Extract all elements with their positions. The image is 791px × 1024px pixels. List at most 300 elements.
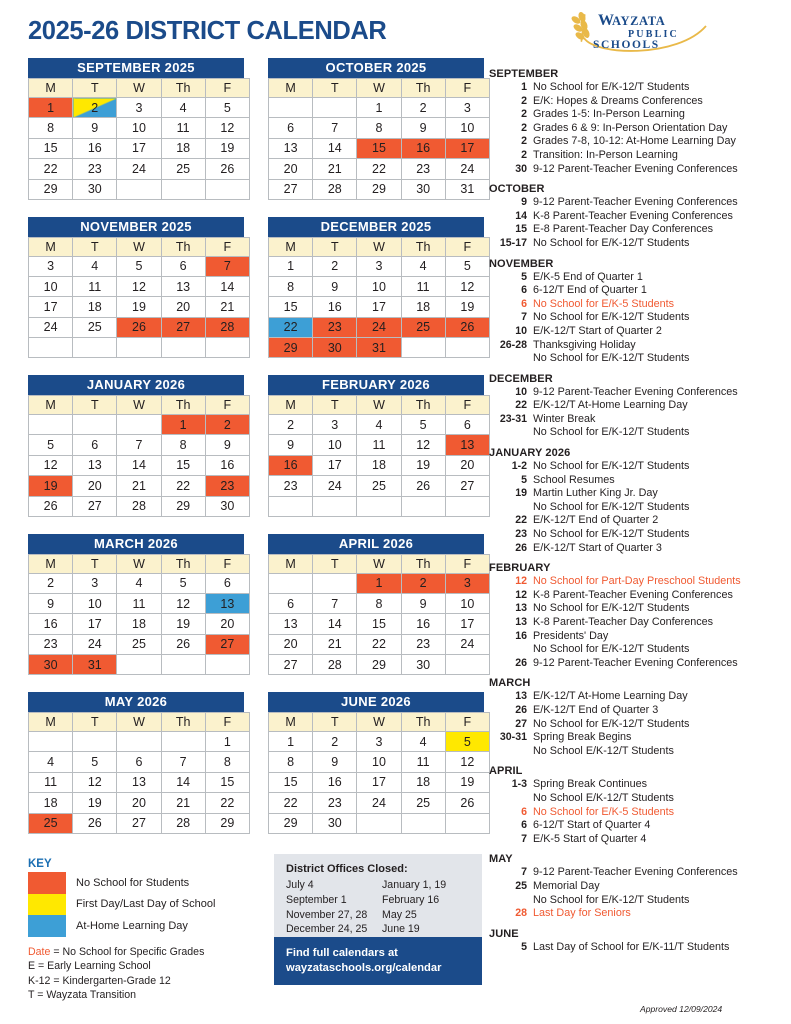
district-offices-title: District Offices Closed:	[286, 863, 408, 875]
day-cell[interactable]: 30	[313, 813, 357, 833]
day-cell[interactable]: 13	[445, 435, 489, 455]
day-cell[interactable]: 25	[357, 476, 401, 496]
event-description: Grades 7-8, 10-12: At-Home Learning Day	[533, 135, 736, 148]
day-cell[interactable]: 13	[269, 138, 313, 158]
day-cell[interactable]: 6	[117, 752, 161, 772]
day-cell[interactable]: 29	[269, 813, 313, 833]
event-date: 30	[515, 162, 527, 175]
day-cell[interactable]: 7	[313, 593, 357, 613]
day-cell[interactable]: 4	[401, 256, 445, 276]
day-cell[interactable]: 10	[357, 276, 401, 296]
week-row	[29, 317, 250, 337]
event-month-heading: JANUARY 2026	[489, 447, 571, 460]
day-cell[interactable]: 7	[117, 435, 161, 455]
event-date: 12	[515, 588, 527, 601]
day-cell[interactable]: 10	[445, 593, 489, 613]
day-cell[interactable]: 12	[445, 276, 489, 296]
event-description: Last Day of School for E/K-11/T Students	[533, 940, 730, 953]
day-cell-empty	[161, 338, 205, 358]
day-cell[interactable]: 8	[29, 118, 73, 138]
day-cell[interactable]: 14	[313, 614, 357, 634]
month-title: DECEMBER 2025	[268, 217, 484, 237]
day-cell[interactable]: 2	[401, 573, 445, 593]
day-cell[interactable]: 25	[73, 317, 117, 337]
day-cell[interactable]: 16	[401, 138, 445, 158]
day-cell[interactable]: 5	[401, 415, 445, 435]
event-row	[489, 657, 787, 671]
week-row	[29, 256, 250, 276]
day-cell[interactable]: 17	[313, 455, 357, 475]
event-description: Presidents' Day	[533, 629, 609, 642]
day-cell-empty	[73, 338, 117, 358]
day-cell-empty	[205, 179, 249, 199]
day-cell[interactable]: 4	[357, 415, 401, 435]
day-cell[interactable]: 26	[161, 634, 205, 654]
day-cell[interactable]: 11	[73, 276, 117, 296]
day-cell[interactable]: 4	[73, 256, 117, 276]
day-cell[interactable]: 9	[313, 752, 357, 772]
event-date: 1	[521, 81, 527, 93]
day-cell[interactable]: 10	[445, 118, 489, 138]
day-cell[interactable]: 23	[29, 634, 73, 654]
day-cell[interactable]: 23	[313, 317, 357, 337]
day-cell[interactable]: 18	[161, 138, 205, 158]
day-cell[interactable]: 15	[357, 614, 401, 634]
event-description: No School E/K-12/T Students	[533, 791, 674, 804]
week-row	[269, 752, 490, 772]
day-cell[interactable]: 12	[117, 276, 161, 296]
week-row	[29, 276, 250, 296]
day-cell[interactable]: 27	[161, 317, 205, 337]
day-cell[interactable]: 6	[269, 118, 313, 138]
week-row	[269, 276, 490, 296]
day-cell[interactable]: 19	[161, 614, 205, 634]
event-date: 25	[515, 879, 527, 892]
day-cell[interactable]: 27	[205, 634, 249, 654]
day-cell[interactable]: 13	[161, 276, 205, 296]
day-cell[interactable]: 18	[401, 772, 445, 792]
day-cell[interactable]: 6	[445, 415, 489, 435]
event-date: 2	[521, 148, 527, 161]
day-cell[interactable]: 12	[445, 752, 489, 772]
day-cell[interactable]: 28	[205, 317, 249, 337]
day-cell[interactable]: 2	[269, 415, 313, 435]
day-cell[interactable]: 3	[445, 98, 489, 118]
event-description: No School for E/K-12/T Students	[533, 643, 690, 656]
day-cell[interactable]: 30	[313, 338, 357, 358]
day-cell[interactable]: 20	[73, 476, 117, 496]
day-cell[interactable]: 24	[357, 317, 401, 337]
day-cell-empty	[29, 415, 73, 435]
day-cell[interactable]: 19	[205, 138, 249, 158]
svg-text:W: W	[598, 12, 615, 29]
day-cell[interactable]: 23	[313, 793, 357, 813]
event-date: 10	[515, 385, 527, 398]
event-row	[489, 575, 787, 589]
day-cell[interactable]: 2	[73, 98, 117, 118]
day-cell[interactable]: 3	[73, 573, 117, 593]
day-cell[interactable]: 27	[73, 496, 117, 516]
event-date: 2	[521, 135, 527, 148]
day-cell[interactable]: 18	[73, 297, 117, 317]
office-closure-left: September 1	[286, 893, 347, 906]
day-cell[interactable]: 3	[357, 732, 401, 752]
day-cell[interactable]: 17	[117, 138, 161, 158]
day-cell[interactable]: 23	[401, 634, 445, 654]
weekday-header: F	[445, 554, 489, 573]
day-cell[interactable]: 20	[445, 455, 489, 475]
day-cell[interactable]: 7	[161, 752, 205, 772]
day-cell[interactable]: 15	[205, 772, 249, 792]
day-cell[interactable]: 3	[357, 256, 401, 276]
day-cell[interactable]: 16	[73, 138, 117, 158]
event-month-heading: MAY	[489, 853, 513, 866]
day-cell[interactable]: 2	[205, 415, 249, 435]
day-cell[interactable]: 8	[357, 118, 401, 138]
day-cell[interactable]: 17	[445, 138, 489, 158]
day-cell[interactable]: 23	[401, 159, 445, 179]
day-cell[interactable]: 20	[269, 159, 313, 179]
day-cell[interactable]: 7	[205, 256, 249, 276]
week-row	[29, 732, 250, 752]
day-cell[interactable]: 10	[313, 435, 357, 455]
event-month-heading: OCTOBER	[489, 183, 545, 196]
day-cell[interactable]: 24	[117, 159, 161, 179]
day-cell[interactable]: 24	[357, 793, 401, 813]
day-cell[interactable]: 15	[357, 138, 401, 158]
day-cell[interactable]: 20	[205, 614, 249, 634]
day-cell[interactable]: 3	[29, 256, 73, 276]
day-cell[interactable]: 31	[445, 179, 489, 199]
day-cell[interactable]: 15	[161, 455, 205, 475]
day-cell[interactable]: 25	[29, 813, 73, 833]
day-cell[interactable]: 22	[161, 476, 205, 496]
day-cell[interactable]: 8	[205, 752, 249, 772]
day-cell[interactable]: 19	[445, 297, 489, 317]
day-cell-empty	[117, 179, 161, 199]
day-cell[interactable]: 21	[161, 793, 205, 813]
week-row	[269, 593, 490, 613]
day-cell[interactable]: 12	[73, 772, 117, 792]
day-cell[interactable]: 3	[445, 573, 489, 593]
day-cell[interactable]: 11	[117, 593, 161, 613]
day-cell[interactable]: 26	[445, 317, 489, 337]
day-cell[interactable]: 9	[269, 435, 313, 455]
day-cell[interactable]: 5	[117, 256, 161, 276]
day-cell[interactable]: 17	[357, 772, 401, 792]
day-cell[interactable]: 26	[73, 813, 117, 833]
day-cell[interactable]: 24	[445, 159, 489, 179]
day-cell[interactable]: 29	[357, 179, 401, 199]
day-cell[interactable]: 22	[269, 317, 313, 337]
day-cell[interactable]: 16	[269, 455, 313, 475]
month-calendar	[28, 692, 244, 834]
day-cell[interactable]: 8	[161, 435, 205, 455]
day-cell[interactable]: 22	[29, 159, 73, 179]
day-cell[interactable]: 15	[269, 297, 313, 317]
day-cell[interactable]: 30	[401, 179, 445, 199]
office-closure-left: November 27, 28	[286, 908, 368, 921]
day-cell[interactable]: 26	[445, 793, 489, 813]
event-description: 9-12 Parent-Teacher Evening Conferences	[533, 162, 738, 175]
day-cell[interactable]: 5	[73, 752, 117, 772]
day-cell[interactable]: 20	[161, 297, 205, 317]
day-cell[interactable]: 25	[401, 793, 445, 813]
event-row	[489, 474, 787, 488]
day-cell[interactable]: 22	[269, 793, 313, 813]
day-cell[interactable]: 14	[205, 276, 249, 296]
day-cell[interactable]: 19	[401, 455, 445, 475]
event-description: Last Day for Seniors	[533, 907, 631, 920]
day-cell[interactable]: 9	[205, 435, 249, 455]
day-cell[interactable]: 6	[73, 435, 117, 455]
day-cell[interactable]: 16	[29, 614, 73, 634]
day-cell[interactable]: 30	[29, 655, 73, 675]
day-cell[interactable]: 3	[313, 415, 357, 435]
day-cell[interactable]: 12	[161, 593, 205, 613]
day-cell[interactable]: 21	[117, 476, 161, 496]
day-cell[interactable]: 30	[401, 655, 445, 675]
day-cell-empty	[73, 732, 117, 752]
day-cell[interactable]: 25	[161, 159, 205, 179]
day-cell[interactable]: 31	[73, 655, 117, 675]
day-cell[interactable]: 20	[117, 793, 161, 813]
day-cell[interactable]: 21	[313, 634, 357, 654]
weekday-header: Th	[401, 396, 445, 415]
event-description: Martin Luther King Jr. Day	[533, 487, 658, 500]
day-cell[interactable]: 30	[205, 496, 249, 516]
event-description: No School for E/K-12/T Students	[533, 602, 690, 615]
legend-note-text: E = Early Learning School	[28, 960, 151, 972]
day-cell[interactable]: 9	[401, 593, 445, 613]
month-title: OCTOBER 2025	[268, 58, 484, 78]
day-cell[interactable]: 3	[117, 98, 161, 118]
event-description: 9-12 Parent-Teacher Evening Conferences	[533, 656, 738, 669]
day-cell[interactable]: 18	[357, 455, 401, 475]
day-cell[interactable]: 1	[29, 98, 73, 118]
day-cell[interactable]: 12	[205, 118, 249, 138]
day-cell[interactable]: 11	[401, 276, 445, 296]
day-cell[interactable]: 19	[445, 772, 489, 792]
week-row	[269, 772, 490, 792]
day-cell[interactable]: 6	[161, 256, 205, 276]
find-calendars-box[interactable]	[274, 937, 482, 985]
day-cell[interactable]: 16	[313, 297, 357, 317]
day-cell[interactable]: 29	[205, 813, 249, 833]
weekday-header: M	[29, 554, 73, 573]
day-cell[interactable]: 13	[117, 772, 161, 792]
event-row	[489, 271, 787, 285]
legend-note	[28, 959, 258, 974]
day-cell[interactable]: 5	[445, 732, 489, 752]
day-cell[interactable]: 9	[313, 276, 357, 296]
day-cell[interactable]: 5	[29, 435, 73, 455]
day-cell[interactable]: 27	[445, 476, 489, 496]
day-cell[interactable]: 28	[313, 655, 357, 675]
day-cell[interactable]: 28	[313, 179, 357, 199]
day-cell[interactable]: 4	[117, 573, 161, 593]
day-cell[interactable]: 27	[269, 655, 313, 675]
week-row	[29, 813, 250, 833]
day-cell[interactable]: 13	[269, 614, 313, 634]
day-cell[interactable]: 21	[205, 297, 249, 317]
day-cell[interactable]: 1	[269, 732, 313, 752]
day-cell[interactable]: 26	[205, 159, 249, 179]
day-cell[interactable]: 17	[73, 614, 117, 634]
day-cell[interactable]: 16	[401, 614, 445, 634]
day-cell[interactable]: 10	[357, 752, 401, 772]
day-cell[interactable]: 22	[357, 634, 401, 654]
day-cell[interactable]: 27	[117, 813, 161, 833]
day-cell[interactable]: 1	[269, 256, 313, 276]
office-closure-row	[286, 908, 470, 923]
day-cell[interactable]: 26	[401, 476, 445, 496]
weekday-header: W	[357, 237, 401, 256]
day-cell[interactable]: 7	[313, 118, 357, 138]
day-cell[interactable]: 22	[205, 793, 249, 813]
day-cell[interactable]: 2	[313, 732, 357, 752]
day-cell[interactable]: 1	[357, 98, 401, 118]
day-cell[interactable]: 10	[73, 593, 117, 613]
day-cell[interactable]: 6	[269, 593, 313, 613]
day-cell[interactable]: 14	[313, 138, 357, 158]
day-cell[interactable]: 5	[445, 256, 489, 276]
day-cell[interactable]: 5	[205, 98, 249, 118]
month-day-grid	[268, 78, 490, 200]
day-cell-empty	[357, 496, 401, 516]
day-cell[interactable]: 17	[29, 297, 73, 317]
day-cell[interactable]: 23	[205, 476, 249, 496]
day-cell[interactable]: 5	[161, 573, 205, 593]
day-cell[interactable]: 10	[29, 276, 73, 296]
day-cell[interactable]: 29	[161, 496, 205, 516]
day-cell[interactable]: 29	[29, 179, 73, 199]
day-cell[interactable]: 2	[401, 98, 445, 118]
day-cell[interactable]: 14	[161, 772, 205, 792]
month-title: APRIL 2026	[268, 534, 484, 554]
day-cell[interactable]: 29	[357, 655, 401, 675]
day-cell[interactable]: 11	[161, 118, 205, 138]
week-row	[269, 256, 490, 276]
day-cell[interactable]: 9	[29, 593, 73, 613]
page-title: 2025-26 DISTRICT CALENDAR	[28, 17, 387, 45]
day-cell[interactable]: 13	[73, 455, 117, 475]
day-cell[interactable]: 18	[29, 793, 73, 813]
event-month-heading: SEPTEMBER	[489, 68, 559, 80]
day-cell[interactable]: 27	[269, 179, 313, 199]
day-cell[interactable]: 28	[117, 496, 161, 516]
day-cell-empty	[357, 813, 401, 833]
day-cell[interactable]: 8	[269, 752, 313, 772]
day-cell-empty	[73, 415, 117, 435]
event-row	[489, 339, 787, 353]
find-calendars-url[interactable]: wayzataschools.org/calendar	[286, 961, 442, 974]
day-cell[interactable]: 28	[161, 813, 205, 833]
approved-date: Approved 12/09/2024	[640, 1004, 723, 1014]
day-cell[interactable]: 19	[117, 297, 161, 317]
event-date: 6	[521, 297, 527, 310]
day-cell[interactable]: 23	[73, 159, 117, 179]
event-row	[489, 163, 787, 177]
day-cell[interactable]: 11	[401, 752, 445, 772]
day-cell[interactable]: 10	[117, 118, 161, 138]
month-calendar	[28, 534, 244, 676]
weekday-header: W	[357, 79, 401, 98]
day-cell[interactable]: 1	[161, 415, 205, 435]
day-cell[interactable]: 18	[401, 297, 445, 317]
day-cell[interactable]: 4	[161, 98, 205, 118]
day-cell[interactable]: 2	[29, 573, 73, 593]
day-cell[interactable]: 11	[29, 772, 73, 792]
day-cell[interactable]: 20	[269, 634, 313, 654]
day-cell[interactable]: 24	[73, 634, 117, 654]
week-row	[269, 732, 490, 752]
day-cell[interactable]: 24	[29, 317, 73, 337]
office-closure-row	[286, 878, 470, 893]
day-cell[interactable]: 9	[401, 118, 445, 138]
day-cell[interactable]: 26	[117, 317, 161, 337]
day-cell[interactable]: 25	[117, 634, 161, 654]
day-cell[interactable]: 24	[445, 634, 489, 654]
day-cell[interactable]: 4	[401, 732, 445, 752]
day-cell[interactable]: 19	[29, 476, 73, 496]
day-cell[interactable]: 2	[313, 256, 357, 276]
day-cell[interactable]: 9	[73, 118, 117, 138]
day-cell[interactable]: 17	[357, 297, 401, 317]
day-cell[interactable]: 18	[117, 614, 161, 634]
day-cell[interactable]: 16	[205, 455, 249, 475]
day-cell[interactable]: 8	[357, 593, 401, 613]
day-cell[interactable]: 26	[29, 496, 73, 516]
event-row	[489, 589, 787, 603]
day-cell[interactable]: 16	[313, 772, 357, 792]
day-cell[interactable]: 15	[269, 772, 313, 792]
day-cell[interactable]: 8	[269, 276, 313, 296]
day-cell[interactable]: 4	[29, 752, 73, 772]
event-row	[489, 602, 787, 616]
day-cell[interactable]: 17	[445, 614, 489, 634]
day-cell[interactable]: 15	[29, 138, 73, 158]
day-cell[interactable]: 1	[357, 573, 401, 593]
day-cell[interactable]: 6	[205, 573, 249, 593]
day-cell[interactable]: 31	[357, 338, 401, 358]
day-cell[interactable]: 12	[401, 435, 445, 455]
event-date: 22	[515, 399, 527, 412]
day-cell[interactable]: 1	[205, 732, 249, 752]
day-cell[interactable]: 14	[117, 455, 161, 475]
day-cell[interactable]: 25	[401, 317, 445, 337]
day-cell[interactable]: 13	[205, 593, 249, 613]
day-cell[interactable]: 21	[313, 159, 357, 179]
office-closure-right: February 16	[382, 893, 440, 906]
day-cell[interactable]: 11	[357, 435, 401, 455]
day-cell[interactable]: 23	[269, 476, 313, 496]
event-description: No School for E/K-12/T Students	[533, 528, 690, 541]
day-cell[interactable]: 30	[73, 179, 117, 199]
day-cell[interactable]: 22	[357, 159, 401, 179]
event-date: 12	[515, 575, 527, 588]
day-cell[interactable]: 12	[29, 455, 73, 475]
day-cell-empty	[313, 573, 357, 593]
district-offices-rows	[286, 878, 470, 937]
event-description: Spring Break Continues	[533, 778, 648, 791]
day-cell-empty	[29, 338, 73, 358]
legend-row	[28, 915, 258, 937]
event-date: 7	[521, 832, 527, 845]
day-cell[interactable]: 19	[73, 793, 117, 813]
day-cell[interactable]: 29	[269, 338, 313, 358]
day-cell[interactable]: 24	[313, 476, 357, 496]
